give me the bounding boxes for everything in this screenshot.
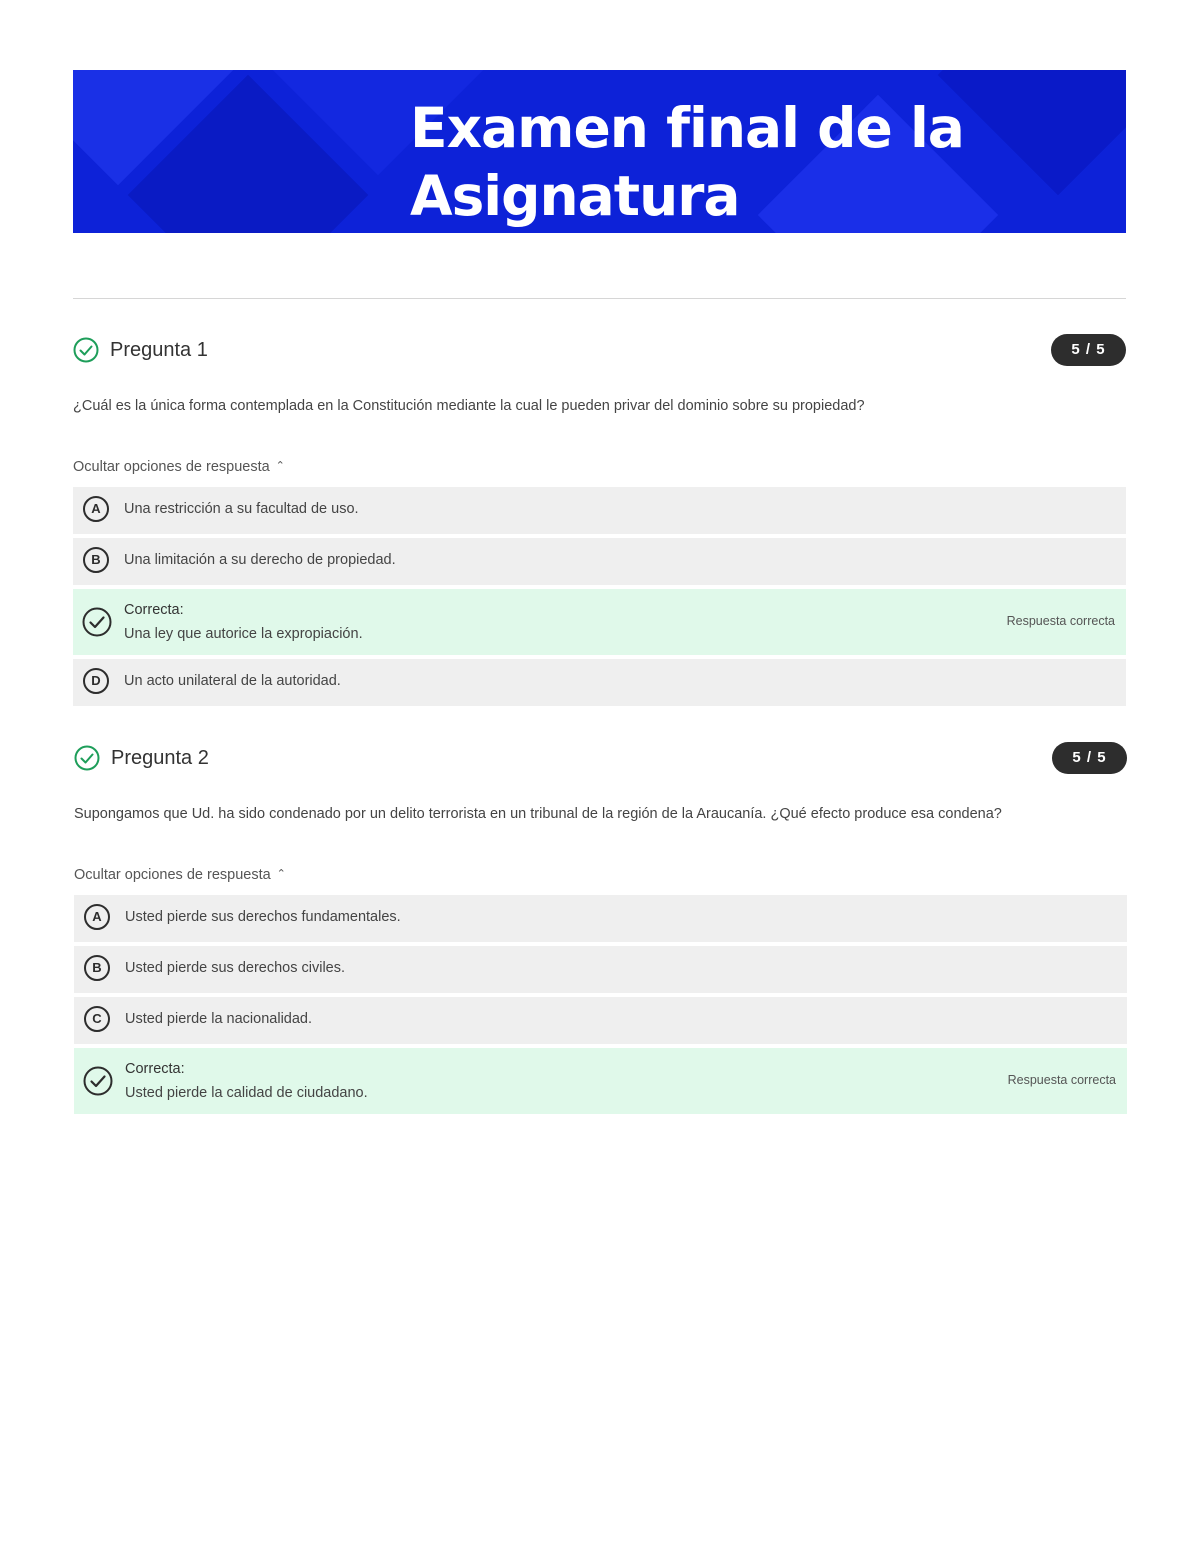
section-divider [73, 298, 1126, 299]
toggle-label: Ocultar opciones de respuesta [73, 459, 270, 475]
chevron-up-icon: ⌃ [275, 460, 285, 472]
question-text: Supongamos que Ud. ha sido condenado por un delito terrorista en un tribunal de la región de la Araucanía. ¿Qué efecto produce esa condena? [74, 806, 1002, 822]
question-text: ¿Cuál es la única forma contemplada en la Constitución mediante la cual le pueden privar del dominio sobre su propiedad? [73, 398, 865, 414]
answer-option-d[interactable] [73, 659, 1126, 706]
answer-option-b[interactable] [73, 538, 1126, 585]
answer-option-a[interactable] [73, 487, 1126, 534]
option-letter-badge: B [84, 955, 110, 981]
option-letter-badge: A [83, 496, 109, 522]
option-letter-badge: A [84, 904, 110, 930]
option-text: Usted pierde la nacionalidad. [125, 1011, 313, 1027]
exam-title-line-1: Examen final de la [410, 96, 964, 160]
correct-label: Correcta: [125, 1061, 185, 1077]
option-text: Usted pierde sus derechos fundamentales. [125, 909, 401, 925]
option-text: Usted pierde la calidad de ciudadano. [125, 1085, 368, 1101]
correct-label: Correcta: [124, 602, 184, 618]
check-circle-icon [73, 337, 99, 363]
option-text: Una restricción a su facultad de uso. [124, 501, 359, 517]
exam-banner [73, 70, 1126, 233]
correct-answer-tag: Respuesta correcta [1007, 1073, 1116, 1087]
option-letter-badge: C [84, 1006, 110, 1032]
answer-options [74, 895, 1127, 1118]
question-header [74, 740, 1127, 776]
toggle-label: Ocultar opciones de respuesta [74, 867, 271, 883]
option-letter-badge: B [83, 547, 109, 573]
exam-title-line-2: Asignatura [410, 164, 740, 228]
option-letter-badge: D [83, 668, 109, 694]
hide-answers-toggle[interactable] [74, 867, 286, 883]
question-title: Pregunta 1 [110, 339, 208, 361]
answer-option-a[interactable] [74, 895, 1127, 942]
question-header [73, 332, 1126, 368]
answer-option-d-correct[interactable] [74, 1048, 1127, 1114]
option-text: Usted pierde sus derechos civiles. [125, 960, 346, 976]
option-text: Una ley que autorice la expropiación. [124, 626, 363, 642]
check-circle-icon [82, 607, 112, 637]
score-badge: 5 / 5 [1051, 334, 1126, 366]
check-circle-icon [74, 745, 100, 771]
question-2 [74, 740, 1127, 1120]
answer-options [73, 487, 1126, 710]
answer-option-c-correct[interactable] [73, 589, 1126, 655]
answer-option-c[interactable] [74, 997, 1127, 1044]
score-badge: 5 / 5 [1052, 742, 1127, 774]
hide-answers-toggle[interactable] [73, 459, 285, 475]
question-title: Pregunta 2 [111, 747, 209, 769]
correct-answer-tag: Respuesta correcta [1006, 614, 1115, 628]
check-circle-icon [83, 1066, 113, 1096]
answer-option-b[interactable] [74, 946, 1127, 993]
question-1 [73, 332, 1126, 712]
exam-title [410, 94, 1110, 230]
option-text: Una limitación a su derecho de propiedad. [124, 552, 396, 568]
chevron-up-icon: ⌃ [276, 868, 286, 880]
option-text: Un acto unilateral de la autoridad. [124, 673, 341, 689]
